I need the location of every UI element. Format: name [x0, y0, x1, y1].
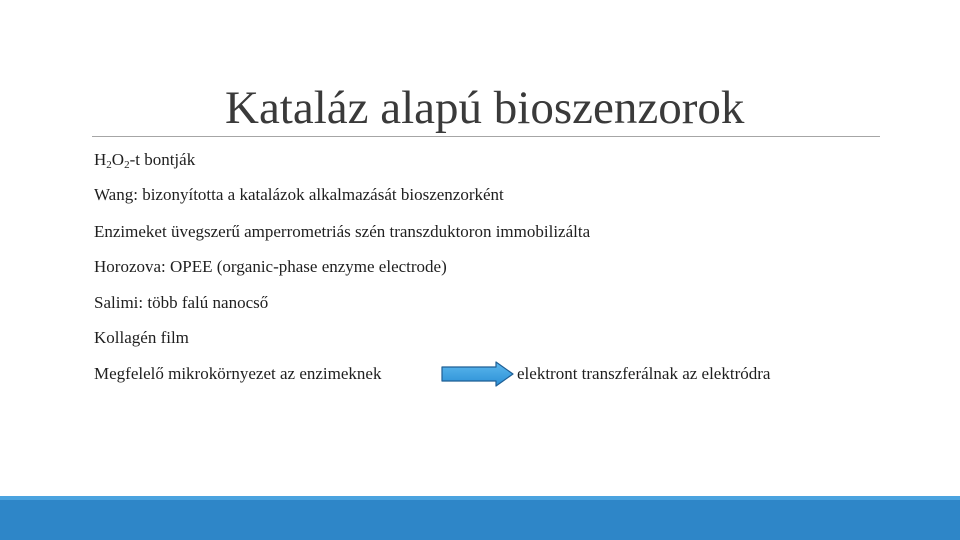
h2o2-rest: -t bontják: [129, 150, 196, 169]
h2o2-h: H: [94, 150, 107, 169]
bullet-kollagen: Kollagén film: [94, 328, 189, 347]
slide-title: Kataláz alapú bioszenzorok: [225, 82, 745, 134]
bullet-mikrokornyezet-left: Megfelelő mikrokörnyezet az enzimeknek: [94, 364, 382, 383]
bullet-h2o2: [94, 149, 195, 171]
bullet-wang: Wang: bizonyította a katalázok alkalmazását bioszenzorként: [94, 185, 504, 204]
right-arrow-icon: [441, 361, 514, 387]
title-divider: [92, 136, 880, 137]
h2o2-o: O: [111, 150, 125, 169]
footer-band: [0, 496, 960, 540]
bullet-mikrokornyezet-right: elektront transzferálnak az elektródra: [517, 364, 771, 383]
bullet-horozova: Horozova: OPEE (organic-phase enzyme electrode): [94, 257, 447, 276]
h2o2-sub-2: 2: [124, 159, 130, 171]
bullet-enzimeket: Enzimeket üvegszerű amperrometriás szén transzduktoron immobilizálta: [94, 222, 591, 241]
footer-band-highlight: [0, 496, 960, 500]
bullet-salimi: Salimi: több falú nanocső: [94, 293, 269, 312]
h2o2-sub-1: 2: [106, 159, 112, 171]
